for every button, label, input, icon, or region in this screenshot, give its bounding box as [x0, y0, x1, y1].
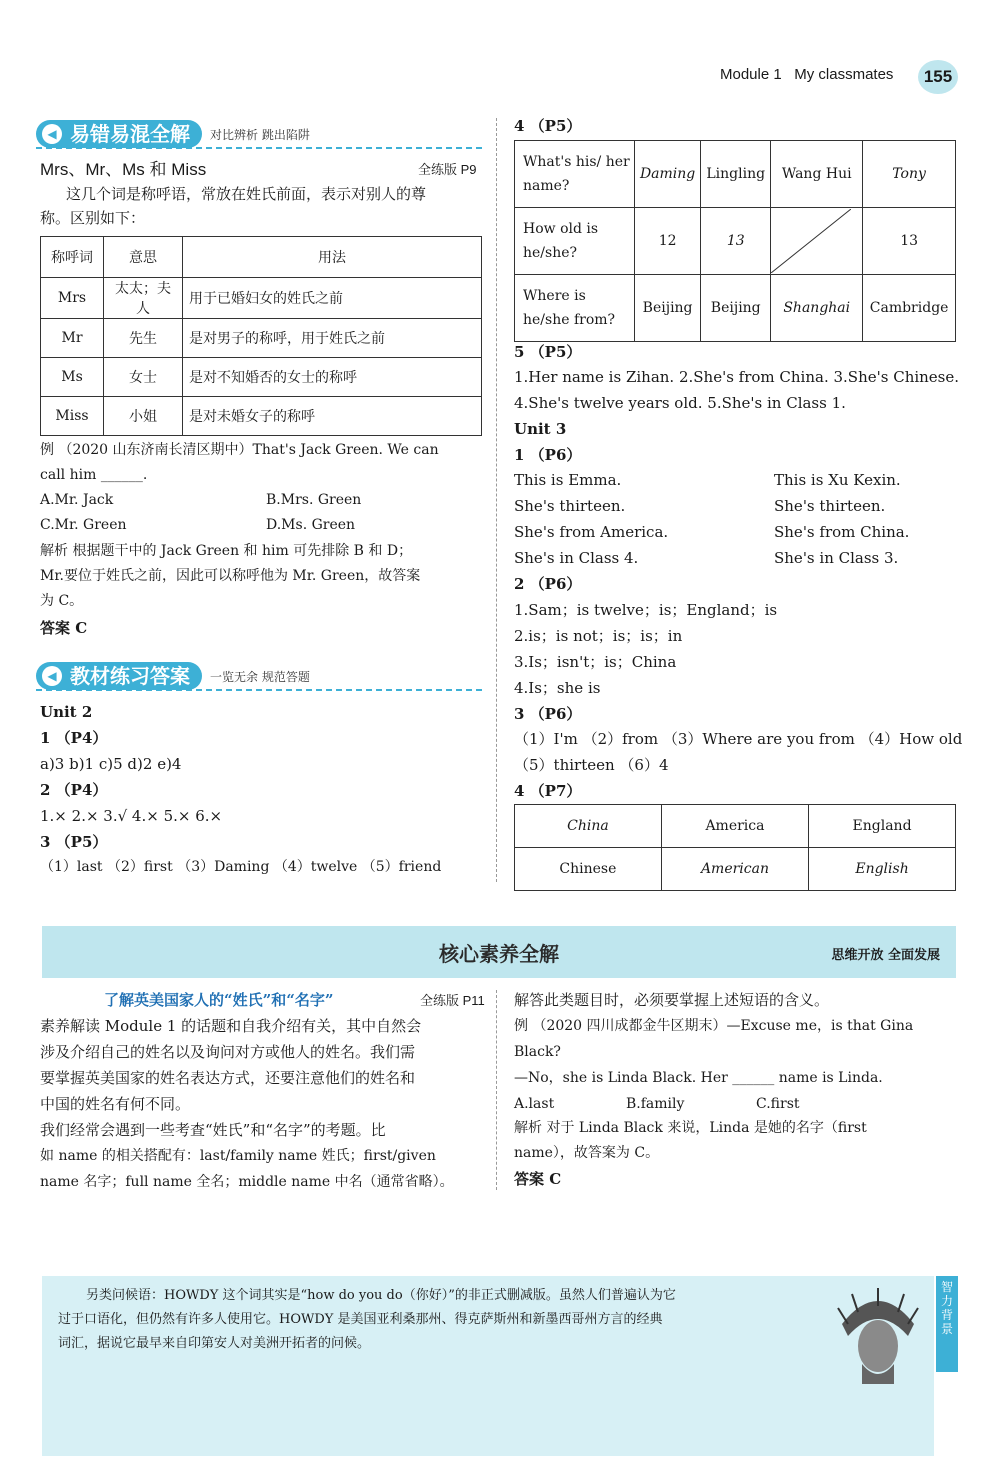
- body-text: 解答此类题目时，必须要掌握上述短语的含义。: [514, 991, 830, 1009]
- table-header: 用法: [183, 237, 482, 278]
- table-cell: Beijing: [701, 275, 771, 342]
- speaker-icon: ◀: [42, 666, 62, 686]
- question-heading: 3 （P6）: [514, 705, 582, 723]
- question-heading: 4 （P5）: [514, 117, 582, 135]
- slash-line: [771, 209, 851, 273]
- section-title: 核心素养全解: [439, 942, 559, 966]
- tip-text: 词汇，据说它最早来自印第安人对美洲开拓者的问候。: [58, 1336, 371, 1351]
- table-cell: Where is he/she from?: [515, 275, 635, 342]
- body-text: name 名字；full name 全名；middle name 中名（通常省略）。: [40, 1174, 454, 1190]
- table-cell: 先生: [104, 319, 183, 358]
- example-question: Black?: [514, 1044, 561, 1060]
- banner-subtitle: 一览无余 规范答题: [210, 669, 310, 684]
- reference-tag: 全练版 P9: [418, 162, 477, 177]
- body-text: 要掌握英美国家的姓名表达方式，还要注意他们的姓名和: [40, 1069, 416, 1087]
- nationality-table: [514, 804, 956, 891]
- banner-subtitle: 对比辨析 跳出陷阱: [210, 127, 310, 142]
- page-number: 155: [918, 60, 958, 94]
- body-text: 中国的姓名有何不同。: [40, 1095, 191, 1113]
- table-cell: Chinese: [515, 848, 662, 891]
- table-cell: What's his/ her name?: [515, 141, 635, 208]
- tip-text: 过于口语化，但仍然有许多人使用它。HOWDY 是美国亚利桑那州、得克萨斯州和新墨西哥州方言的经典: [58, 1312, 663, 1327]
- table-row: [515, 141, 956, 208]
- table-cell: Ms: [41, 358, 104, 397]
- body-text: 我们经常会遇到一些考查“姓氏”和“名字”的考题。比: [40, 1121, 386, 1139]
- table-cell: 小姐: [104, 397, 183, 436]
- table-cell: America: [661, 805, 808, 848]
- section-subtitle: 思维开放 全面发展: [831, 948, 940, 963]
- native-chief-illustration: [832, 1284, 924, 1384]
- table-cell: Shanghai: [771, 275, 863, 342]
- table-header-row: [41, 237, 482, 278]
- unit-heading: Unit 2: [40, 703, 93, 721]
- easy-mistakes-banner: ◀ 易错易混全解 对比辨析 跳出陷阱: [36, 120, 310, 148]
- answer-line: 1.× 2.× 3.√ 4.× 5.× 6.×: [40, 807, 223, 825]
- answer-line: This is Emma.: [514, 471, 622, 489]
- answer-line: 2.is；is not；is；is；in: [514, 627, 683, 645]
- option-d: D.Ms. Green: [266, 517, 356, 533]
- running-header: [720, 66, 893, 83]
- body-text: 素养解读 Module 1 的话题和自我介绍有关，其中自然会: [40, 1017, 422, 1035]
- unit-heading: Unit 3: [514, 420, 567, 438]
- reference-tag: 全练版 P11: [420, 993, 485, 1008]
- answer-line: She's from China.: [774, 523, 910, 541]
- question-heading: 4 （P7）: [514, 782, 582, 800]
- table-cell: How old is he/she?: [515, 208, 635, 275]
- example-question: —No，she is Linda Black. Her ______ name is Linda.: [514, 1070, 883, 1086]
- table-cell: 女士: [104, 358, 183, 397]
- answer-line: This is Xu Kexin.: [774, 471, 901, 489]
- table-row: [41, 319, 482, 358]
- answer-line: a)3 b)1 c)5 d)2 e)4: [40, 755, 182, 773]
- table-cell: 太太；夫人: [104, 278, 183, 319]
- option-a: A.last: [514, 1096, 555, 1112]
- usage-table: [40, 236, 482, 436]
- answer-line: 4.She's twelve years old. 5.She's in Class 1.: [514, 394, 846, 412]
- answer-line: （1）I'm （2）from （3）Where are you from （4）How old: [514, 730, 963, 748]
- question-heading: 3 （P5）: [40, 833, 108, 851]
- question-heading: 1 （P4）: [40, 729, 108, 747]
- table-cell: 13: [863, 208, 956, 275]
- banner-divider: [36, 147, 482, 149]
- column-divider: [496, 990, 497, 1190]
- table-cell: Mr: [41, 319, 104, 358]
- question-heading: 1 （P6）: [514, 446, 582, 464]
- textbook-answers-banner: ◀ 教材练习答案 一览无余 规范答题: [36, 662, 310, 690]
- table-cell: 是对男子的称呼，用于姓氏之前: [183, 319, 482, 358]
- analysis-text: Mr.要位于姓氏之前，因此可以称呼他为 Mr. Green，故答案: [40, 568, 421, 584]
- table-cell: Lingling: [701, 141, 771, 208]
- body-text: 如 name 的相关搭配有：last/family name 姓氏；first/given: [40, 1148, 436, 1164]
- answer-line: She's thirteen.: [514, 497, 626, 515]
- answer-text: 答案 C: [40, 619, 88, 637]
- table-cell: Tony: [863, 141, 956, 208]
- question-heading: 5 （P5）: [514, 343, 582, 361]
- info-table: [514, 140, 956, 342]
- table-cell: China: [515, 805, 662, 848]
- speaker-icon: ◀: [42, 124, 62, 144]
- answer-line: 4.Is；she is: [514, 679, 601, 697]
- table-cell: Daming: [635, 141, 701, 208]
- option-b: B.Mrs. Green: [266, 492, 362, 508]
- analysis-text: 为 C。: [40, 593, 84, 609]
- answer-line: （5）thirteen （6）4: [514, 756, 669, 774]
- topic-heading: 了解英美国家人的“姓氏”和“名字”: [104, 991, 334, 1009]
- example-question: 例 （2020 山东济南长清区期中）That's Jack Green. We can: [40, 442, 439, 458]
- table-row: [515, 275, 956, 342]
- example-question: 例 （2020 四川成都金牛区期末）—Excuse me，is that Gina: [514, 1018, 914, 1034]
- table-row: [515, 848, 956, 891]
- table-cell: 用于已婚妇女的姓氏之前: [183, 278, 482, 319]
- module-label: Module 1: [720, 66, 782, 83]
- table-row: [515, 208, 956, 275]
- body-text: 涉及介绍自己的姓名以及询问对方或他人的姓名。我们需: [40, 1043, 416, 1061]
- option-a: A.Mr. Jack: [40, 492, 114, 508]
- answer-line: She's in Class 4.: [514, 549, 639, 567]
- table-row: [41, 278, 482, 319]
- table-header: 称呼词: [41, 237, 104, 278]
- tip-text: 另类问候语：HOWDY 这个词其实是“how do you do（你好）”的非正式删减版。虽然人们普遍认为它: [86, 1288, 676, 1303]
- table-cell: Beijing: [635, 275, 701, 342]
- answer-line: 3.Is；isn't；is；China: [514, 653, 677, 671]
- table-header: 意思: [104, 237, 183, 278]
- tip-side-label: 智力背景: [936, 1276, 958, 1372]
- analysis-text: 解析 对于 Linda Black 来说，Linda 是她的名字（first: [514, 1120, 867, 1136]
- table-row: [41, 397, 482, 436]
- table-cell: England: [809, 805, 956, 848]
- table-row: [515, 805, 956, 848]
- table-cell: 是对不知婚否的女士的称呼: [183, 358, 482, 397]
- option-c: C.Mr. Green: [40, 517, 127, 533]
- table-cell: Wang Hui: [771, 141, 863, 208]
- table-cell: Mrs: [41, 278, 104, 319]
- analysis-text: name），故答案为 C。: [514, 1145, 660, 1161]
- option-c: C.first: [756, 1096, 800, 1112]
- intro-text: 这几个词是称呼语，常放在姓氏前面，表示对别人的尊: [66, 185, 427, 203]
- example-question: call him ______.: [40, 467, 148, 483]
- topic-heading: Mrs、Mr、Ms 和 Miss: [40, 160, 207, 179]
- table-cell: 12: [635, 208, 701, 275]
- answer-line: 1.Sam；is twelve；is；England；is: [514, 601, 778, 619]
- table-cell: Cambridge: [863, 275, 956, 342]
- analysis-text: 解析 根据题干中的 Jack Green 和 him 可先排除 B 和 D；: [40, 543, 413, 559]
- answer-line: She's thirteen.: [774, 497, 886, 515]
- table-cell: 13: [701, 208, 771, 275]
- table-cell: English: [809, 848, 956, 891]
- tip-box: [42, 1276, 934, 1456]
- answer-line: （1）last （2）first （3）Daming （4）twelve （5）friend: [40, 859, 442, 875]
- column-divider: [496, 118, 497, 882]
- core-literacy-banner: [42, 926, 956, 978]
- slash-cell: [771, 208, 863, 275]
- table-row: [41, 358, 482, 397]
- question-heading: 2 （P6）: [514, 575, 582, 593]
- question-heading: 2 （P4）: [40, 781, 108, 799]
- option-b: B.family: [626, 1096, 685, 1112]
- answer-line: She's in Class 3.: [774, 549, 899, 567]
- intro-text: 称。区别如下：: [40, 209, 146, 227]
- table-cell: American: [661, 848, 808, 891]
- answer-line: 1.Her name is Zihan. 2.She's from China. 3.She's Chinese.: [514, 368, 960, 386]
- table-cell: Miss: [41, 397, 104, 436]
- table-cell: 是对未婚女子的称呼: [183, 397, 482, 436]
- answer-text: 答案 C: [514, 1170, 562, 1188]
- banner-divider: [36, 689, 482, 691]
- answer-line: She's from America.: [514, 523, 669, 541]
- unit-title: My classmates: [794, 66, 894, 83]
